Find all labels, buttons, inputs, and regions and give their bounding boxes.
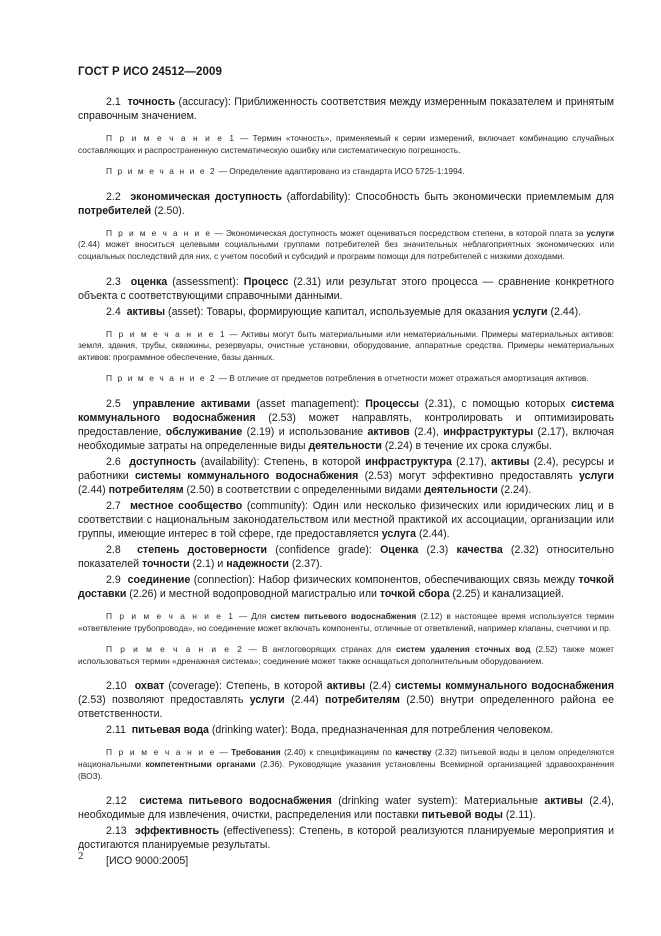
term-entry-2-10: 2.10 охват (coverage): Степень, в которой активы (2.4) системы коммунального водоснабжения (2.53) позволяют предоставлять услуги (2.44) потребителям (2.50) внутри определенного района ее ответственности.: [78, 680, 615, 721]
term-entry-2-1: 2.1 точность (accuracy): Приближенность соответствия между измеренным показателем и принятым справочным значением.: [78, 96, 614, 122]
term-name: питьевая вода: [131, 724, 209, 737]
term-name: доступность: [129, 455, 197, 468]
source-reference: [ИСО 9000:2005]: [106, 855, 189, 868]
note: П р и м е ч а н и е 2 — В отличие от предметов потребления в отчетности может отражаться амортизация активов.: [106, 373, 589, 384]
note: П р и м е ч а н и е 2 — Определение адаптировано из стандарта ИСО 5725-1:1994.: [106, 166, 465, 177]
term-name: эффективность: [135, 825, 220, 838]
term-name: точность: [127, 96, 176, 108]
term-entry-2-2: 2.2 экономическая доступность (affordability): Способность быть экономически приемлемым для потребителей (2.50).: [78, 190, 614, 217]
term-name: соединение: [127, 573, 191, 586]
term-entry-2-7: 2.7 местное сообщество (community): Один или несколько физических или юридических лиц и в соответствии с национальным законодательством или местной практикой их ассоциации, организации или группы, имеющие интерес в той сфере, где предоставляется услуга (2.44).: [78, 499, 614, 540]
note: П р и м е ч а н и е — Требования (2.40) к спецификациям по качеству (2.32) питьевой воды в целом определяются национальными компетентными органами (2.36). Руководящие указания установлены Всемирной организацией здравоохранения (ВОЗ).: [78, 747, 614, 781]
page-number: 2: [78, 850, 84, 862]
document-body: [78, 95, 614, 868]
term-name: охват: [134, 680, 165, 693]
term-entry-2-11: 2.11 питьевая вода (drinking water): Вода, предназначенная для потребления человеком.: [106, 724, 554, 737]
term-entry-2-3: 2.3 оценка (assessment): Процесс (2.31) или результат этого процесса — сравнение конкретного объекта с соответствующими справочными данными.: [78, 275, 614, 302]
term-entry-2-8: 2.8 степень достоверности (confidence grade): Оценка (2.3) качества (2.32) относительно показателей точности (2.1) и надежности (2.37).: [78, 543, 614, 570]
term-entry-2-6: 2.6 доступность (availability): Степень, в которой инфраструктура (2.17), активы (2.4), ресурсы и работники системы коммунального водоснабжения (2.53) могут эффективно предоставлять услуги (2.44) потребителям (2.50) в соответствии с определенными видами деятельности (2.24).: [78, 455, 614, 496]
note: П р и м е ч а н и е 1 — Для систем питьевого водоснабжения (2.12) в настоящее время используется термин «ответвление трубопровода», но соединение может включать компоненты, отличные от ответвлений, например клапаны, счетчики и пр.: [78, 610, 614, 633]
term-name: оценка: [130, 275, 168, 288]
term-name: степень достоверности: [137, 543, 268, 556]
term-name: экономическая доступность: [130, 190, 282, 203]
term-name: управление активами: [132, 397, 251, 410]
note: П р и м е ч а н и е — Экономическая доступность может оцениваться посредством степени, в которой плата за услуги (2.44) может вноситься целевыми социальными группами потребителей без значительных неблагоприятных экономических или социальных последствий для них, с учетом пособий и субсидий и программ помощи для потребителей с низкими доходами.: [78, 227, 614, 261]
term-entry-2-13: 2.13 эффективность (effectiveness): Степень, в которой реализуются планируемые мероприятия и достигаются планируемые результаты.: [78, 825, 614, 852]
term-name: активы: [126, 305, 166, 318]
term-entry-2-9: 2.9 соединение (connection): Набор физических компонентов, обеспечивающих связь между точкой доставки (2.26) и местной водопроводной магистралью или точкой сбора (2.25) и канализацией.: [78, 573, 614, 600]
term-name: система питьевого водоснабжения: [139, 795, 332, 808]
term-entry-2-5: 2.5 управление активами (asset management): Процессы (2.31), с помощью которых система коммунального водоснабжения (2.53) может направлять, контролировать и оптимизировать предоставление, обслуживание (2.19) и использование активов (2.4), инфраструктуры (2.17), включая необходимые затраты на определенные виды деятельности (2.24) в течение их срока службы.: [78, 397, 614, 452]
note: П р и м е ч а н и е 2 — В англоговорящих странах для систем удаления сточных вод (2.52) также может использоваться термин «дренажная система»; соединение может также оснащаться дополнительным оборудованием.: [78, 644, 614, 666]
term-entry-2-4: 2.4 активы (asset): Товары, формирующие капитал, используемые для оказания услуги (2.44).: [106, 305, 582, 318]
term-name: местное сообщество: [130, 499, 243, 512]
term-entry-2-12: 2.12 система питьевого водоснабжения (drinking water system): Материальные активы (2.4), необходимые для извлечения, очистки, распределения или поставки питьевой воды (2.11).: [78, 795, 614, 822]
note: П р и м е ч а н и е 1 — Активы могут быть материальными или нематериальными. Примеры материальных активов: земля, здания, трубы, скважины, резервуары, очистные установки, оборудование, аппаратные средства. Примеры нематериальных активов: программное обеспечение, базы данных.: [78, 328, 614, 362]
standard-header: ГОСТ Р ИСО 24512—2009: [78, 66, 223, 78]
note: П р и м е ч а н и е 1 — Термин «точность», применяемый к серии измерений, включает комбинацию случайных составляющих и распространенную систематическую ошибку или систематическую погрешность.: [78, 133, 615, 155]
